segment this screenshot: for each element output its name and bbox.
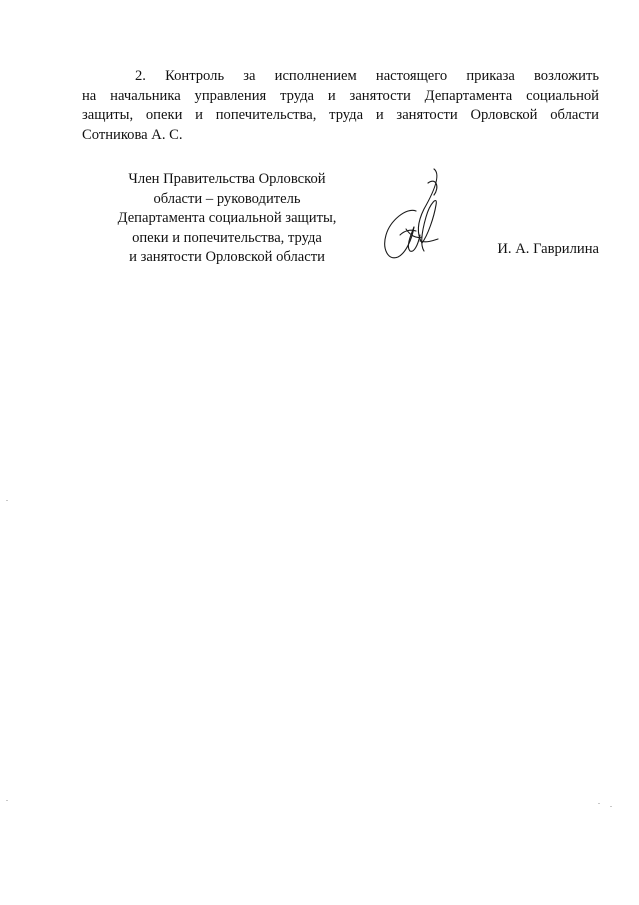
signer-title-line: и занятости Орловской области (129, 249, 325, 265)
scan-speck (6, 800, 8, 801)
handwritten-signature-icon (376, 165, 456, 265)
signer-title-line: опеки и попечительства, труда (132, 229, 322, 246)
signer-name: И. А. Гаврилина (497, 241, 599, 257)
paragraph-line: Сотникова А. С. (82, 126, 183, 143)
scan-speck (610, 806, 612, 807)
paragraph-line: 2. Контроль за исполнением настоящего приказа возложить (135, 68, 599, 84)
signer-title-line: Департамента социальной защиты, (117, 210, 337, 226)
signer-title-line: Член Правительства Орловской (128, 171, 326, 187)
scan-speck (6, 500, 8, 501)
control-paragraph (82, 67, 599, 145)
paragraph-line: защиты, опеки и попечительства, труда и занятости Орловской области (82, 107, 599, 123)
scan-speck (598, 803, 600, 804)
signer-title-block (92, 170, 362, 268)
signer-title-line: области – руководитель (153, 190, 301, 207)
paragraph-line: на начальника управления труда и занятости Департамента социальной (82, 87, 599, 104)
